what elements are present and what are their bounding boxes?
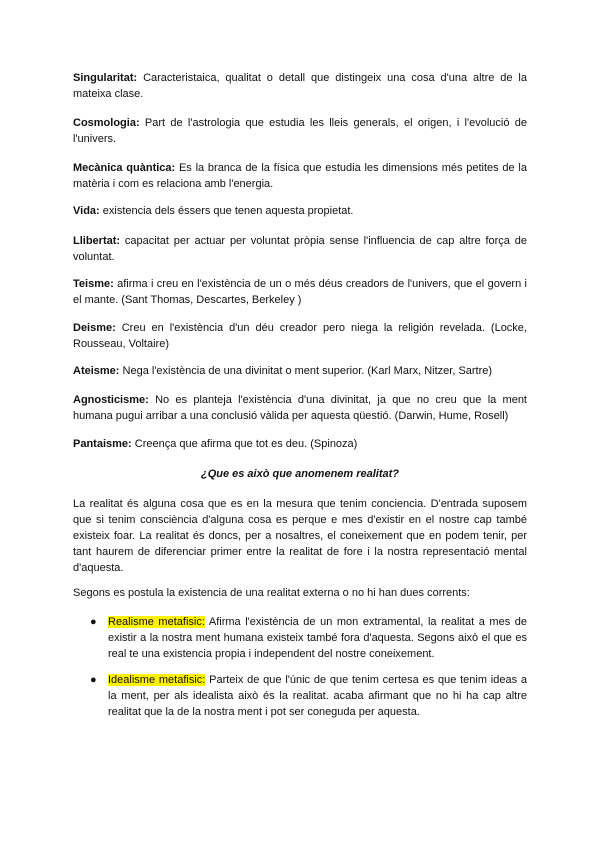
definition-text: Creu en l'existència d'un déu creador pero niega la religión revelada. (Locke, Rousseau, Voltaire) [73, 322, 527, 350]
definition-ateisme [73, 363, 527, 379]
definition-pantaisme [73, 436, 527, 452]
list-item-realisme [90, 614, 527, 662]
section-heading: ¿Que es això que anomenem realitat? [200, 468, 400, 480]
definition-text: Creença que afirma que tot es deu. (Spinoza) [131, 438, 358, 450]
definition-mecanica-quantica [73, 160, 527, 192]
definition-text: afirma i creu en l'existència de un o més déus creadors de l'univers, que el govern i el mante. (Sant Thomas, Descartes, Berkeley ) [73, 278, 527, 306]
definition-term: Pantaisme: [73, 438, 132, 450]
list-item-idealisme [90, 672, 527, 720]
bullet-body: Afirma l'existència de un mon extramental, la realitat a mes de existir a la nostra ment humana existeix també fora d'aquesta. Segons això el que es real te una existencia propia i independent del nostre coneixement. [108, 616, 528, 660]
definition-text: Part de l'astrologia que estudia les lleis generals, el origen, i l'evolució de l'univers. [73, 117, 527, 145]
bullet-icon: ● [90, 616, 97, 628]
definition-singularitat [73, 70, 527, 102]
definition-text: existencia dels éssers que tenen aquesta propietat. [99, 205, 354, 217]
definition-llibertat [73, 233, 527, 265]
definition-teisme [73, 276, 527, 308]
bullet-text [108, 614, 527, 662]
definition-text: capacitat per actuar per voluntat pròpia sense l'influencia de cap altre força de voluntat. [73, 235, 527, 263]
highlighted-term: Realisme metafisic: [108, 616, 205, 628]
definition-term: Vida: [73, 205, 100, 217]
highlighted-term: Idealisme metafisic: [108, 674, 206, 686]
definition-term: Cosmologia: [73, 117, 140, 129]
definition-cosmologia [73, 115, 527, 147]
definition-text: Es la branca de la física que estudia les dimensions més petites de la matèria i com es relaciona amb l'energia. [73, 162, 527, 190]
definition-term: Mecànica quàntica: [73, 162, 176, 174]
definition-term: Deisme: [73, 322, 116, 334]
definition-term: Llibertat: [73, 235, 121, 247]
definition-term: Agnosticisme: [73, 394, 149, 406]
definition-vida [73, 203, 527, 219]
bullet-icon: ● [90, 674, 97, 686]
bullet-text [108, 672, 527, 720]
definition-term: Ateisme: [73, 365, 120, 377]
definition-term: Singularitat: [73, 72, 138, 84]
definition-text: No es planteja l'existència d'una divinitat, ja que no creu que la ment humana pugui arribar a una conclusió vàlida per aquesta qüestió. (Darwin, Hume, Rosell) [73, 394, 527, 422]
paragraph-realitat: La realitat és alguna cosa que es en la mesura que tenim conciencia. D'entrada suposem que si tenim consciència d'alguna cosa es perque e mes d'existir en el nostre cap també existeix foar. La realitat és doncs, per a nosaltres, el coneixement que en podem tenir, per tant haurem de diferenciar primer entre la realitat de fore i la nostra representació mental d'aquesta. [73, 498, 527, 574]
paragraph-corrents: Segons es postula la existencia de una realitat externa o no hi han dues corrents: [73, 587, 470, 599]
definition-term: Teisme: [73, 278, 114, 290]
definition-deisme [73, 320, 527, 352]
definition-text: Caracteristaica, qualitat o detall que distingeix una cosa d'una altre de la mateixa clase. [73, 72, 527, 100]
definition-agnosticisme [73, 392, 527, 424]
bullet-body: Parteix de que l'únic de que tenim certesa es que tenim ideas a la ment, per als idealista això és la realitat. acaba afirmant que no hi ha cap altre realitat que la de la nostra ment i pot ser coneguda per aquesta. [108, 674, 527, 718]
definition-text: Nega l'existència de una divinitat o ment superior. (Karl Marx, Nitzer, Sartre) [119, 365, 493, 377]
